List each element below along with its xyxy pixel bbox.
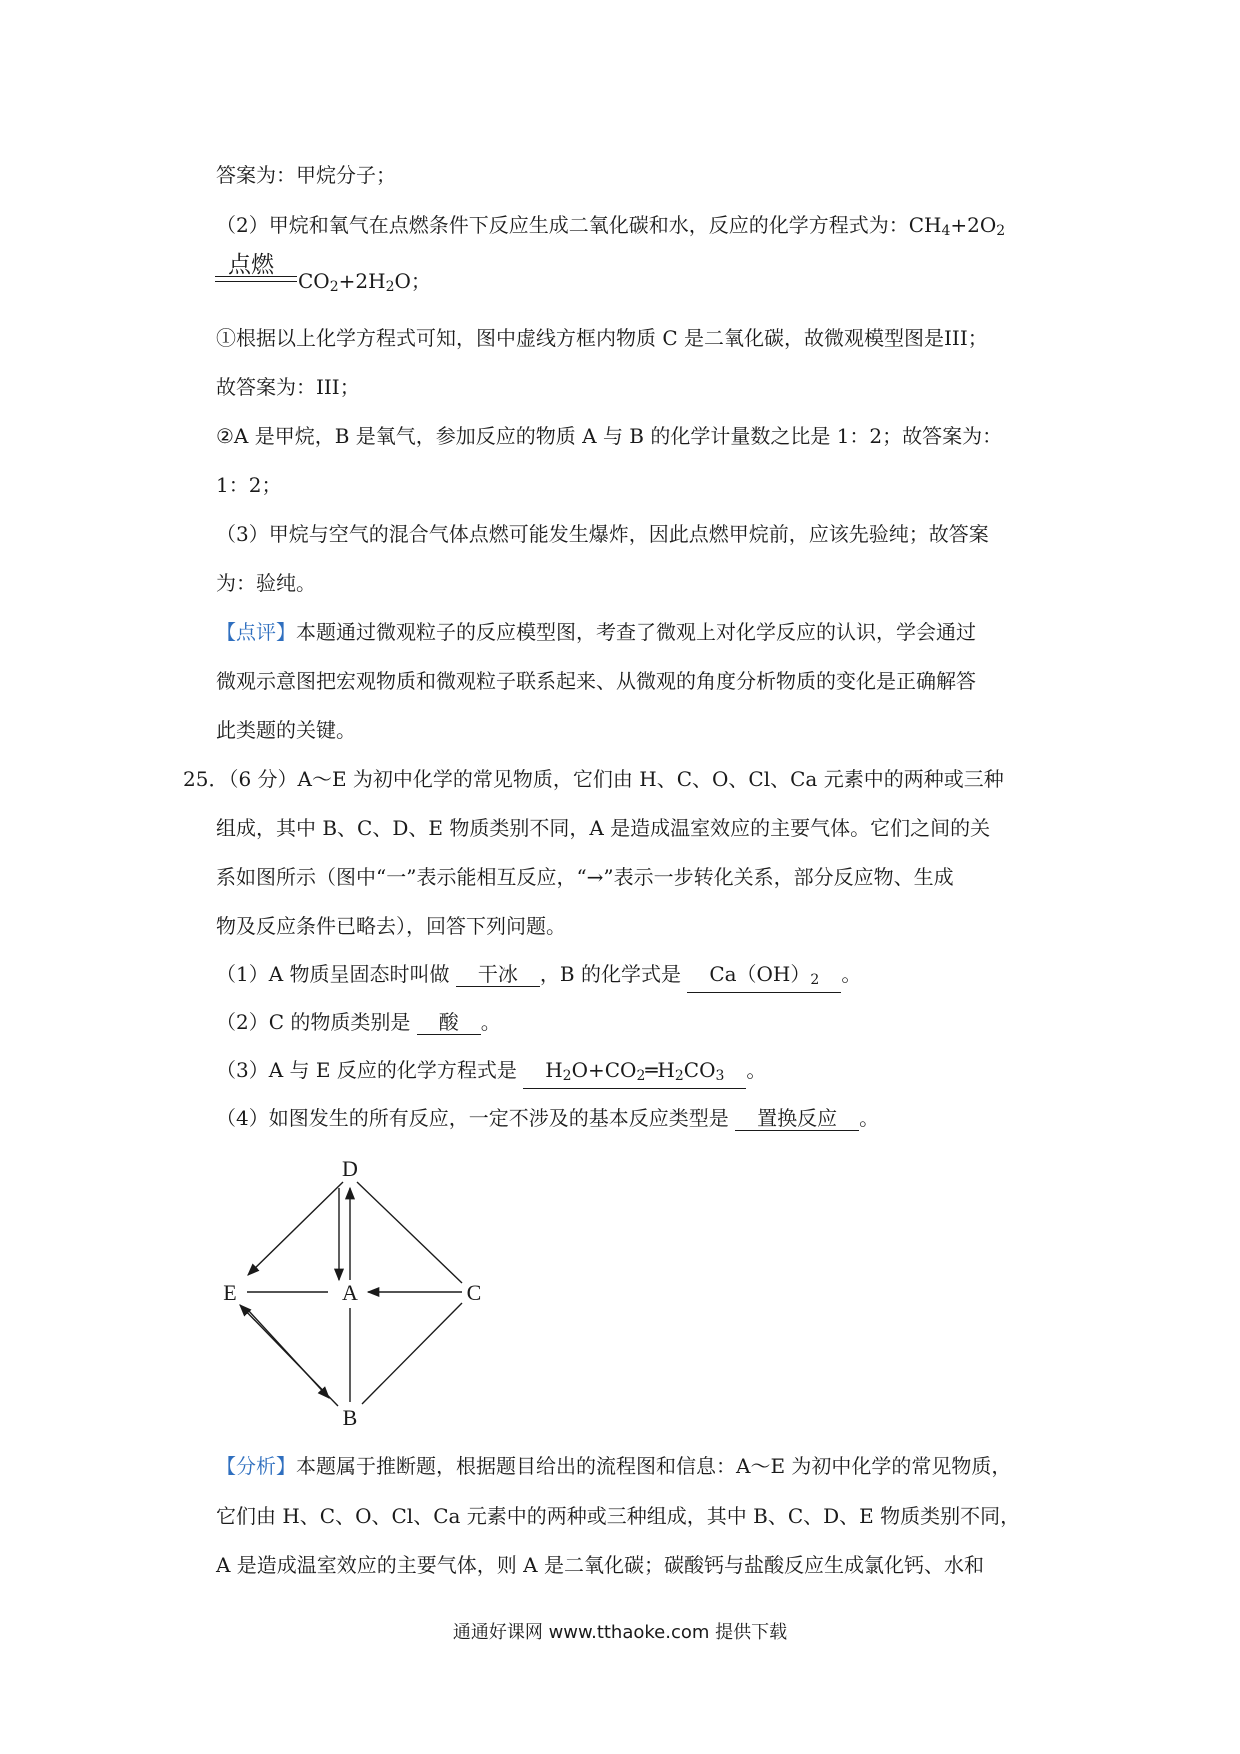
equation-double-line	[215, 276, 297, 282]
answer-line-8: 为：验纯。	[216, 571, 316, 595]
sub4-text-a: （4）如图发生的所有反应，一定不涉及的基本反应类型是	[216, 1106, 729, 1130]
edge-d-c	[357, 1182, 462, 1283]
sub1-answer-2	[687, 962, 841, 993]
comment-line-3: 此类题的关键。	[216, 718, 356, 742]
s3-g: CO	[683, 1058, 716, 1082]
sub4-text-b: 。	[859, 1106, 880, 1130]
sub1-answer-1: 干冰	[456, 962, 540, 987]
comment-line-1	[216, 617, 976, 647]
analysis-line-1	[216, 1451, 1011, 1481]
answer-line-1: 答案为：甲烷分子；	[216, 163, 396, 187]
page-footer: 通通好课网 www.tthaoke.com 提供下载	[452, 1622, 788, 1643]
sub3-text-b: 。	[746, 1058, 767, 1082]
answer-line-7: （3）甲烷与空气的混合气体点燃可能发生爆炸，因此点燃甲烷前，应该先验纯；故答案	[216, 522, 989, 546]
equation-intro-text: （2）甲烷和氧气在点燃条件下反应生成二氧化碳和水，反应的化学方程式为：	[216, 213, 909, 237]
node-d-label: D	[342, 1156, 358, 1181]
analysis-line-2: 它们由 H、C、O、Cl、Ca 元素中的两种或三种组成，其中 B、C、D、E 物质类别不同，	[216, 1504, 1021, 1528]
node-e-label: E	[223, 1280, 237, 1305]
node-c-label: C	[466, 1280, 482, 1305]
comment-tag: 【点评】	[216, 620, 296, 644]
relation-diagram	[210, 1150, 500, 1430]
analysis-text-1: 本题属于推断题，根据题目给出的流程图和信息：A～E 为初中化学的常见物质，	[296, 1454, 1012, 1478]
reaction-condition: 点燃	[228, 252, 274, 278]
s3-f: 2	[674, 1068, 684, 1084]
sub1-text-c: 。	[841, 962, 862, 986]
question-25-line-1: 25．（6 分）A～E 为初中化学的常见物质，它们由 H、C、O、Cl、Ca 元素中的两种或三种	[183, 767, 1004, 791]
eq-sub-2: 2	[996, 223, 1006, 239]
s3-h: 3	[715, 1068, 725, 1084]
sub1-answer-2-text: Ca（OH）	[709, 962, 811, 986]
sub2-text-b: 。	[480, 1010, 501, 1034]
s3-d: 2	[636, 1068, 646, 1084]
eq-h2o-end: O；	[394, 269, 431, 293]
answer-line-6: 1：2；	[216, 473, 282, 497]
answer-line-4: 故答案为：III；	[216, 375, 360, 399]
eq-co: CO	[298, 269, 330, 293]
question-25-line-2: 组成，其中 B、C、D、E 物质类别不同，A 是造成温室效应的主要气体。它们之间的关	[216, 816, 991, 840]
sub1-text-a: （1）A 物质呈固态时叫做	[216, 962, 450, 986]
node-a-label: A	[342, 1280, 358, 1305]
equation-intro	[216, 210, 1005, 246]
eq-plus-2o: +2O	[950, 213, 997, 237]
answer-line-3: ①根据以上化学方程式可知，图中虚线方框内物质 C 是二氧化碳，故微观模型图是III；	[216, 326, 988, 350]
question-25-line-4: 物及反应条件已略去），回答下列问题。	[216, 914, 566, 938]
edge-b-to-e	[240, 1305, 338, 1406]
sub2-answer: 酸	[417, 1010, 481, 1035]
s3-a: H	[545, 1058, 563, 1082]
subquestion-4	[216, 1103, 879, 1133]
sub3-answer	[523, 1058, 746, 1089]
node-b-label: B	[342, 1405, 358, 1430]
s3-c: O+CO	[571, 1058, 637, 1082]
subquestion-2	[216, 1007, 501, 1037]
comment-text-1: 本题通过微观粒子的反应模型图，考查了微观上对化学反应的认识，学会通过	[296, 620, 976, 644]
answer-line-5: ②A 是甲烷，B 是氧气，参加反应的物质 A 与 B 的化学计量数之比是 1：2；故答案为：	[216, 424, 1003, 448]
sub1-text-b: ，B 的化学式是	[539, 962, 681, 986]
eq-ch: CH	[908, 213, 942, 237]
subquestion-3	[216, 1055, 766, 1089]
sub4-answer: 置换反应	[735, 1106, 859, 1131]
eq-h2o-sub: 2	[385, 279, 395, 295]
analysis-tag: 【分析】	[216, 1454, 296, 1478]
eq-co-sub: 2	[329, 279, 339, 295]
s3-e: ═H	[645, 1058, 675, 1082]
equation-products	[298, 266, 431, 302]
edge-c-b	[362, 1303, 462, 1404]
question-25-line-3: 系如图所示（图中“一”表示能相互反应，“→”表示一步转化关系，部分反应物、生成	[216, 865, 954, 889]
sub1-answer-2-sub: 2	[810, 972, 820, 988]
edge-d-to-e	[248, 1182, 343, 1275]
s3-b: 2	[562, 1068, 572, 1084]
eq-sub-4: 4	[941, 223, 951, 239]
subquestion-1	[216, 959, 861, 993]
sub2-text-a: （2）C 的物质类别是	[216, 1010, 411, 1034]
analysis-line-3: A 是造成温室效应的主要气体，则 A 是二氧化碳；碳酸钙与盐酸反应生成氯化钙、水和	[216, 1553, 984, 1577]
comment-line-2: 微观示意图把宏观物质和微观粒子联系起来、从微观的角度分析物质的变化是正确解答	[216, 669, 976, 693]
eq-h2o-pre: +2H	[338, 269, 386, 293]
sub3-text-a: （3）A 与 E 反应的化学方程式是	[216, 1058, 517, 1082]
